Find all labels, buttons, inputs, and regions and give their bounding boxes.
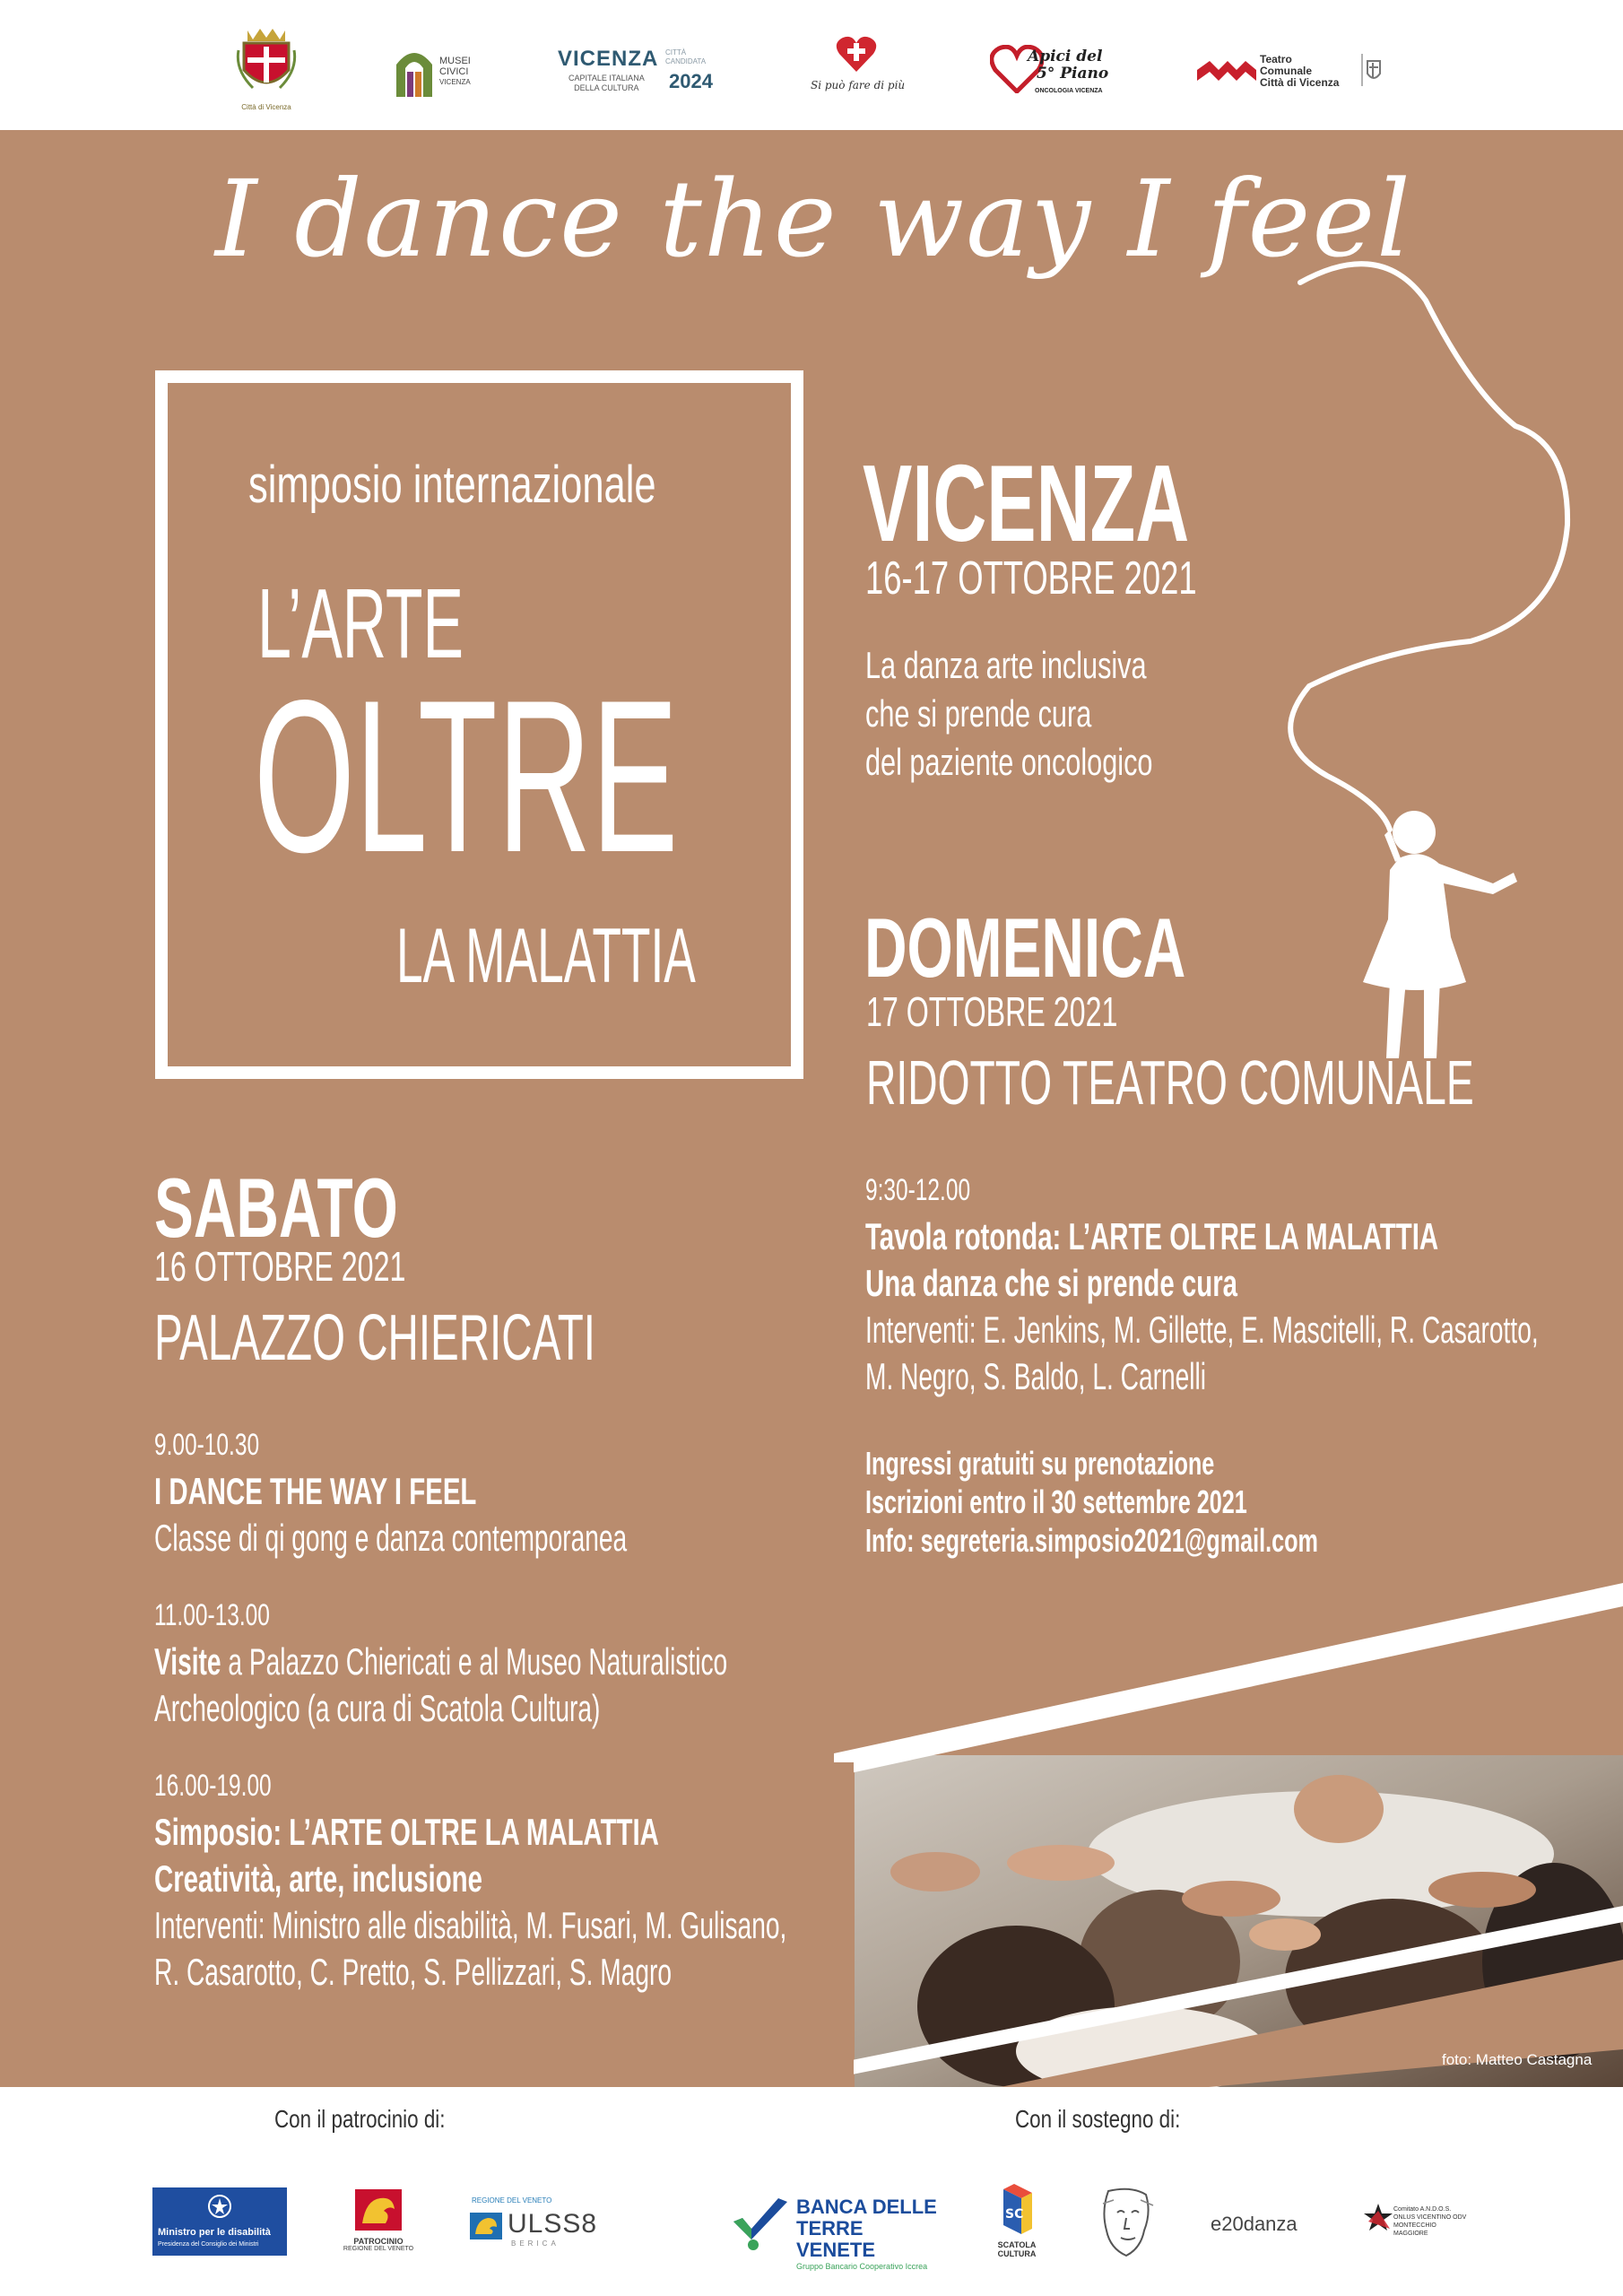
rope-line	[1290, 264, 1567, 830]
vicenza-2024-name: VICENZA	[558, 47, 659, 71]
info-line1: Ingressi gratuiti su prenotazione	[865, 1445, 1215, 1482]
box-line3: LA MALATTIA	[396, 913, 696, 999]
teatro-comunale-logo	[1197, 52, 1385, 91]
sunday-venue: RIDOTTO TEATRO COMUNALE	[866, 1048, 1474, 1118]
banca-line3: Gruppo Bancario Cooperativo Iccrea	[796, 2262, 928, 2271]
andos-star-icon	[1363, 2202, 1393, 2234]
title-frame	[155, 370, 803, 1079]
footer-logos	[0, 2087, 1623, 2296]
comune-label: Città di Vicenza	[241, 103, 291, 111]
ulss-lion-icon	[470, 2213, 502, 2239]
s3-speakers2: R. Casarotto, C. Pretto, S. Pellizzari, S. Magro	[154, 1951, 673, 1993]
event-dates: 16-17 OTTOBRE 2021	[865, 552, 1197, 604]
teatro-line1: Teatro	[1260, 53, 1292, 65]
ulss-name: ULSS8	[508, 2209, 598, 2239]
diagonal-stripes	[834, 1583, 1623, 2087]
sunday-subtitle: Una danza che si prende cura	[865, 1262, 1238, 1304]
andos-line2: ONLUS VICENTINO ODV	[1393, 2214, 1467, 2221]
s2-desc2: Archeologico (a cura di Scatola Cultura)	[154, 1687, 601, 1729]
apici-logo	[990, 43, 1115, 100]
vicenza-2024-line2: DELLA CULTURA	[574, 83, 639, 92]
sunday-program	[865, 1167, 1623, 1400]
s3-time: 16.00-19.00	[154, 1769, 272, 1803]
banca-line2: TERRE VENETE	[796, 2217, 876, 2261]
vicenza-2024-side2: CANDIDATA	[665, 57, 707, 65]
andos-logo	[1363, 2198, 1471, 2252]
dancer-silhouette-icon	[1363, 811, 1517, 1058]
si-puo-text: Si può fare di più	[811, 79, 906, 91]
patrocinio-label: Con il patrocinio di:	[274, 2105, 446, 2133]
headline-script: I dance the way I feel	[215, 157, 1412, 281]
s2-bold: Visite	[154, 1640, 221, 1683]
ulss-sub: BERICA	[511, 2239, 560, 2248]
saturday-day: SABATO	[154, 1161, 398, 1255]
heart-cross-icon	[836, 34, 877, 74]
tagline	[865, 641, 1259, 787]
comune-vicenza-logo	[235, 25, 298, 115]
scatola-line2: CULTURA	[997, 2249, 1037, 2258]
face-sketch-icon	[1096, 2186, 1159, 2261]
crest-icon	[235, 25, 298, 97]
dancer-rope-illustration	[1273, 220, 1614, 1117]
apici-line2: 5° Piano	[1037, 65, 1109, 83]
box-subtitle: simposio internazionale	[248, 456, 656, 514]
andos-line3: MONTECCHIO MAGGIORE	[1393, 2222, 1436, 2237]
s1-desc: Classe di qi gong e danza contemporanea	[154, 1517, 628, 1559]
vicenza-2024-side1: CITTÀ	[665, 48, 687, 57]
e20danza-logo: e20danza	[1211, 2213, 1298, 2235]
sunday-date: 17 OTTOBRE 2021	[866, 988, 1118, 1035]
info-block	[865, 1444, 1512, 1560]
sostegno-label: Con il sostegno di:	[1015, 2105, 1181, 2133]
vicenza-2024-logo	[558, 47, 719, 100]
photo-credit: foto: Matteo Castagna	[1442, 2051, 1593, 2068]
sunday-time: 9:30-12.00	[865, 1173, 971, 1207]
info-line2: Iscrizioni entro il 30 settembre 2021	[865, 1483, 1247, 1520]
sunday-speakers2: M. Negro, S. Baldo, L. Carnelli	[865, 1355, 1207, 1397]
vicenza-2024-year: 2024	[669, 70, 713, 92]
sponsor-logo-bar	[0, 0, 1623, 130]
ministro-line1: Ministro per le disabilità	[158, 2227, 271, 2238]
apici-line3: ONCOLOGIA VICENZA	[1035, 88, 1103, 94]
sunday-speakers1: Interventi: E. Jenkins, M. Gillette, E. Mascitelli, R. Casarotto,	[865, 1309, 1539, 1351]
s2-desc1: a Palazzo Chiericati e al Museo Naturalistico	[221, 1640, 728, 1683]
s3-title: Simposio: L’ARTE OLTRE LA MALATTIA	[154, 1811, 659, 1853]
tagline-line3: del paziente oncologico	[865, 741, 1153, 783]
sunday-title: Tavola rotonda: L’ARTE OLTRE LA MALATTIA	[865, 1215, 1439, 1257]
andos-line1: Comitato A.N.D.O.S.	[1393, 2206, 1452, 2213]
scatola-cultura-logo	[990, 2184, 1044, 2270]
teatro-line2: Comunale	[1260, 65, 1313, 77]
musei-line2: CIVICI	[439, 66, 469, 77]
republic-emblem-icon	[206, 2193, 233, 2220]
arch-icon	[393, 45, 436, 97]
ulss8-logo	[468, 2196, 598, 2259]
lion-icon	[353, 2187, 404, 2232]
scatola-box-icon	[996, 2184, 1037, 2236]
saturday-session-1	[154, 1422, 860, 1561]
tagline-line1: La danza arte inclusiva	[865, 644, 1147, 686]
regione-line2: REGIONE DEL VENETO	[343, 2246, 414, 2252]
box-line2: OLTRE	[254, 656, 679, 898]
svg-text:SC: SC	[1005, 2207, 1024, 2222]
s2-time: 11.00-13.00	[154, 1598, 270, 1632]
s2-desc-line1	[154, 1639, 727, 1685]
banca-line1: BANCA DELLE	[796, 2196, 937, 2218]
s1-title: I DANCE THE WAY I FEEL	[154, 1470, 477, 1512]
teatro-crest-icon	[1360, 54, 1382, 86]
face-sketch-logo	[1096, 2186, 1159, 2261]
ulss-top: REGIONE DEL VENETO	[472, 2196, 552, 2205]
city-title: VICENZA	[863, 442, 1190, 564]
banca-terre-venete-logo	[732, 2193, 938, 2271]
box-line1: L’ARTE	[257, 569, 464, 679]
saturday-venue: PALAZZO CHIERICATI	[154, 1302, 595, 1374]
vicenza-2024-line1: CAPITALE ITALIANA	[568, 74, 645, 83]
musei-line1: MUSEI	[439, 56, 471, 66]
musei-civici-logo	[393, 45, 482, 99]
s3-subtitle: Creatività, arte, inclusione	[154, 1857, 483, 1900]
teatro-line3: Città di Vicenza	[1260, 76, 1340, 89]
banca-check-icon	[732, 2196, 789, 2250]
regione-line1: PATROCINIO	[353, 2237, 404, 2246]
apici-line1: Apici del	[1028, 48, 1103, 65]
si-puo-fare-di-piu-logo	[807, 34, 906, 106]
poster-area	[0, 130, 1623, 2087]
tagline-line2: che si prende cura	[865, 692, 1092, 735]
ministro-line2: Presidenza del Consiglio dei Ministri	[158, 2241, 259, 2248]
s3-speakers1: Interventi: Ministro alle disabilità, M. Fusari, M. Gulisano,	[154, 1904, 787, 1946]
musei-line3: VICENZA	[439, 78, 471, 86]
info-line3[interactable]: Info: segreteria.simposio2021@gmail.com	[865, 1522, 1318, 1559]
s1-time: 9.00-10.30	[154, 1428, 260, 1462]
sunday-day: DOMENICA	[864, 900, 1186, 995]
teatro-mark-icon	[1197, 57, 1256, 84]
regione-veneto-logo	[334, 2187, 423, 2268]
ministro-logo	[152, 2187, 287, 2256]
saturday-date: 16 OTTOBRE 2021	[154, 1243, 406, 1290]
scatola-line1: SCATOLA	[997, 2240, 1037, 2249]
